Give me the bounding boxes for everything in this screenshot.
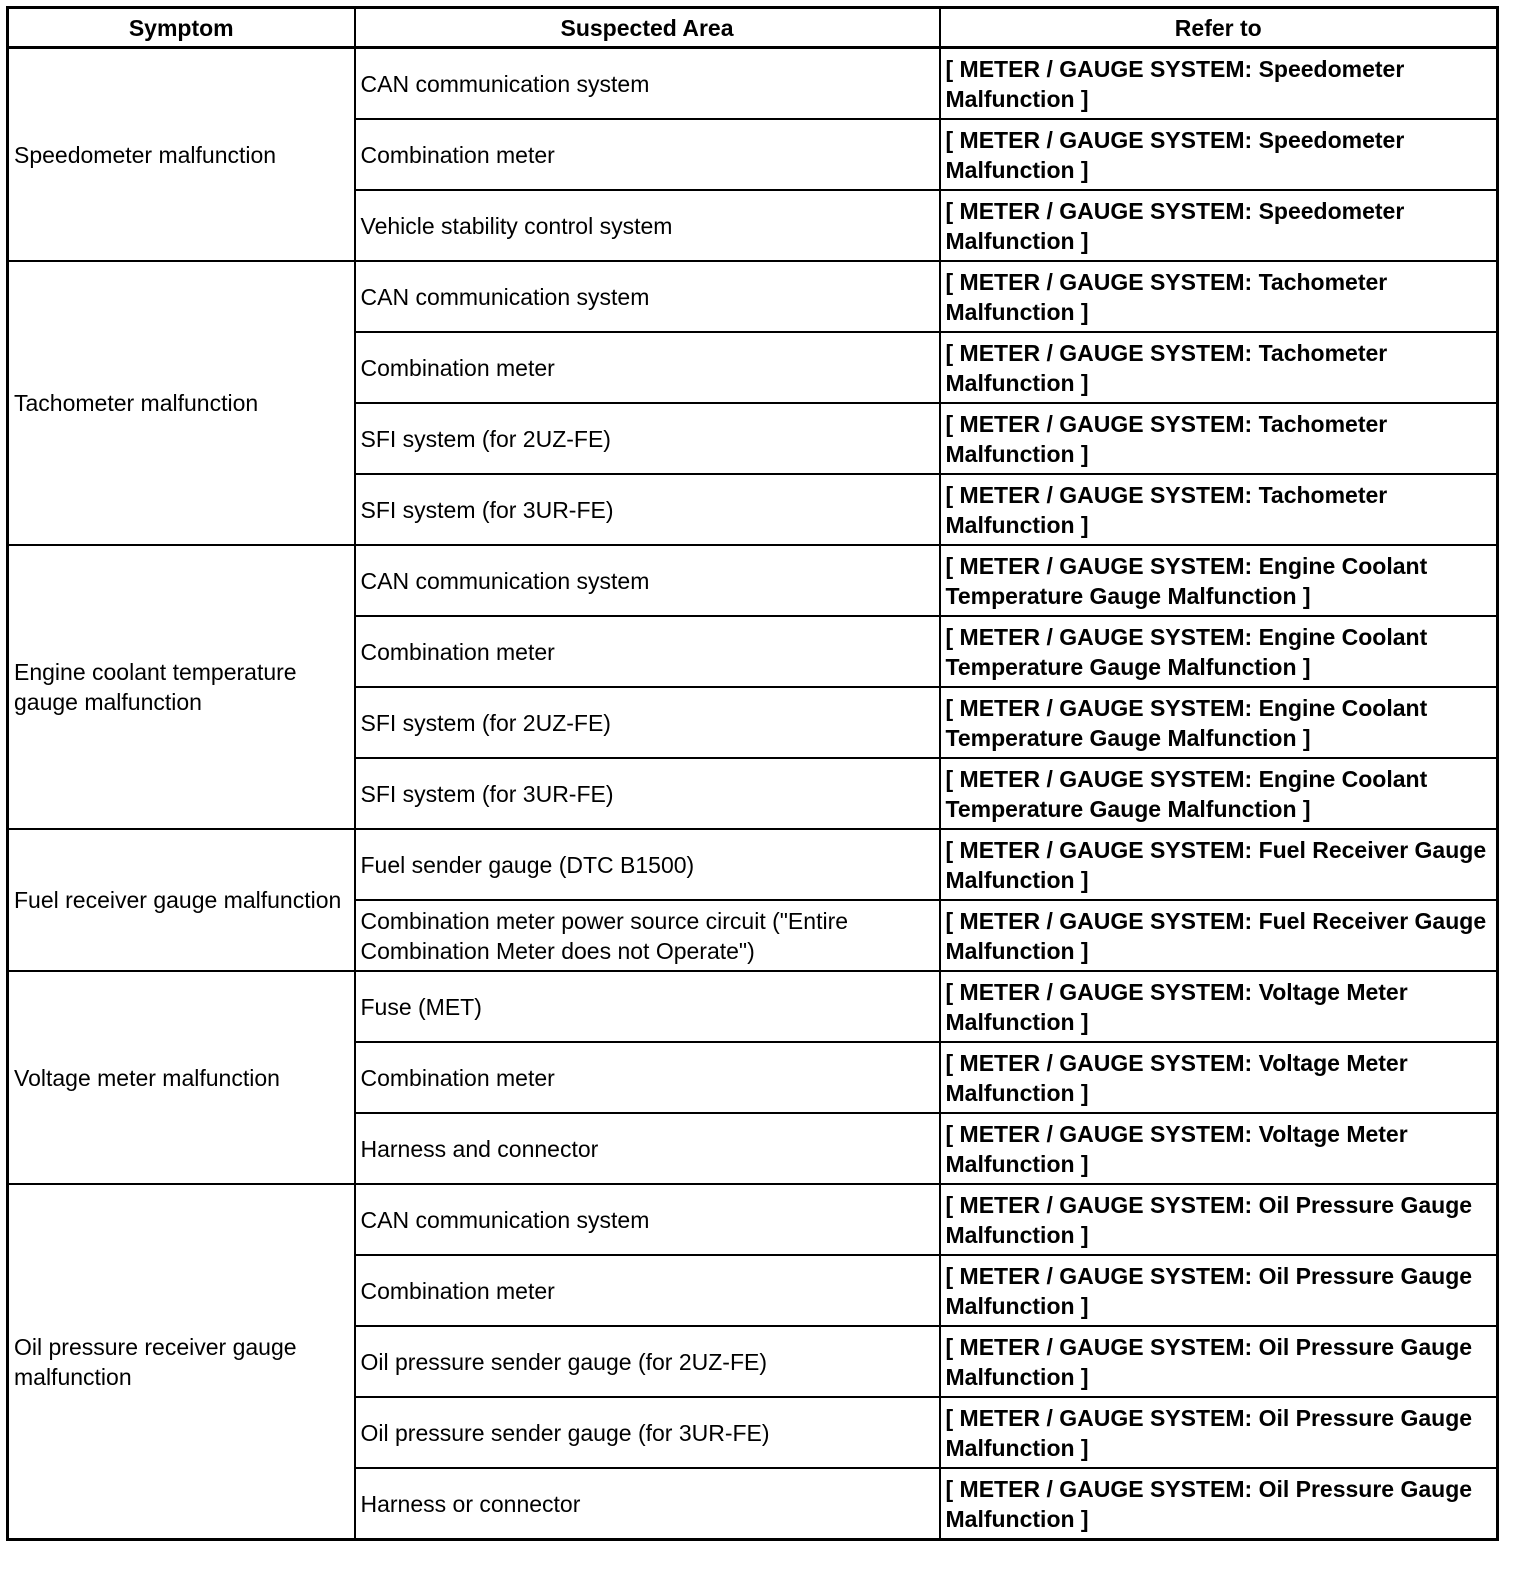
refer-to-cell: [ METER / GAUGE SYSTEM: Voltage Meter Malfunction ] bbox=[940, 971, 1498, 1042]
header-suspected-area: Suspected Area bbox=[355, 8, 940, 48]
suspected-area-cell: Oil pressure sender gauge (for 3UR-FE) bbox=[355, 1397, 940, 1468]
refer-to-cell: [ METER / GAUGE SYSTEM: Fuel Receiver Gauge Malfunction ] bbox=[940, 900, 1498, 971]
table-row bbox=[8, 971, 1498, 1042]
refer-to-cell: [ METER / GAUGE SYSTEM: Engine Coolant Temperature Gauge Malfunction ] bbox=[940, 687, 1498, 758]
suspected-area-cell: CAN communication system bbox=[355, 261, 940, 332]
symptom-cell: Oil pressure receiver gauge malfunction bbox=[8, 1184, 355, 1540]
suspected-area-cell: Vehicle stability control system bbox=[355, 190, 940, 261]
suspected-area-cell: Fuse (MET) bbox=[355, 971, 940, 1042]
header-row bbox=[8, 8, 1498, 48]
header-refer-to: Refer to bbox=[940, 8, 1498, 48]
suspected-area-cell: SFI system (for 2UZ-FE) bbox=[355, 403, 940, 474]
suspected-area-cell: CAN communication system bbox=[355, 1184, 940, 1255]
refer-to-cell: [ METER / GAUGE SYSTEM: Tachometer Malfunction ] bbox=[940, 474, 1498, 545]
header-symptom: Symptom bbox=[8, 8, 355, 48]
symptom-cell: Speedometer malfunction bbox=[8, 48, 355, 262]
refer-to-cell: [ METER / GAUGE SYSTEM: Fuel Receiver Gauge Malfunction ] bbox=[940, 829, 1498, 900]
suspected-area-cell: CAN communication system bbox=[355, 545, 940, 616]
suspected-area-cell: SFI system (for 2UZ-FE) bbox=[355, 687, 940, 758]
table-body bbox=[8, 48, 1498, 1540]
suspected-area-cell: Harness or connector bbox=[355, 1468, 940, 1540]
refer-to-cell: [ METER / GAUGE SYSTEM: Voltage Meter Malfunction ] bbox=[940, 1042, 1498, 1113]
symptom-table-container bbox=[6, 6, 1499, 1541]
table-row bbox=[8, 261, 1498, 332]
refer-to-cell: [ METER / GAUGE SYSTEM: Oil Pressure Gauge Malfunction ] bbox=[940, 1255, 1498, 1326]
suspected-area-cell: SFI system (for 3UR-FE) bbox=[355, 474, 940, 545]
table-row bbox=[8, 545, 1498, 616]
refer-to-cell: [ METER / GAUGE SYSTEM: Speedometer Malfunction ] bbox=[940, 48, 1498, 120]
table-row bbox=[8, 48, 1498, 120]
refer-to-cell: [ METER / GAUGE SYSTEM: Oil Pressure Gauge Malfunction ] bbox=[940, 1326, 1498, 1397]
refer-to-cell: [ METER / GAUGE SYSTEM: Tachometer Malfunction ] bbox=[940, 261, 1498, 332]
symptom-cell: Fuel receiver gauge malfunction bbox=[8, 829, 355, 971]
symptom-cell: Voltage meter malfunction bbox=[8, 971, 355, 1184]
refer-to-cell: [ METER / GAUGE SYSTEM: Engine Coolant Temperature Gauge Malfunction ] bbox=[940, 545, 1498, 616]
suspected-area-cell: Combination meter bbox=[355, 332, 940, 403]
symptom-table bbox=[6, 6, 1499, 1541]
refer-to-cell: [ METER / GAUGE SYSTEM: Engine Coolant Temperature Gauge Malfunction ] bbox=[940, 616, 1498, 687]
symptom-cell: Tachometer malfunction bbox=[8, 261, 355, 545]
suspected-area-cell: CAN communication system bbox=[355, 48, 940, 120]
refer-to-cell: [ METER / GAUGE SYSTEM: Engine Coolant Temperature Gauge Malfunction ] bbox=[940, 758, 1498, 829]
suspected-area-cell: SFI system (for 3UR-FE) bbox=[355, 758, 940, 829]
table-row bbox=[8, 1184, 1498, 1255]
symptom-cell: Engine coolant temperature gauge malfunction bbox=[8, 545, 355, 829]
table-row bbox=[8, 829, 1498, 900]
suspected-area-cell: Fuel sender gauge (DTC B1500) bbox=[355, 829, 940, 900]
suspected-area-cell: Combination meter power source circuit ("Entire Combination Meter does not Operate") bbox=[355, 900, 940, 971]
suspected-area-cell: Oil pressure sender gauge (for 2UZ-FE) bbox=[355, 1326, 940, 1397]
refer-to-cell: [ METER / GAUGE SYSTEM: Tachometer Malfunction ] bbox=[940, 403, 1498, 474]
suspected-area-cell: Combination meter bbox=[355, 119, 940, 190]
refer-to-cell: [ METER / GAUGE SYSTEM: Oil Pressure Gauge Malfunction ] bbox=[940, 1468, 1498, 1540]
refer-to-cell: [ METER / GAUGE SYSTEM: Tachometer Malfunction ] bbox=[940, 332, 1498, 403]
refer-to-cell: [ METER / GAUGE SYSTEM: Oil Pressure Gauge Malfunction ] bbox=[940, 1397, 1498, 1468]
suspected-area-cell: Combination meter bbox=[355, 1255, 940, 1326]
refer-to-cell: [ METER / GAUGE SYSTEM: Voltage Meter Malfunction ] bbox=[940, 1113, 1498, 1184]
refer-to-cell: [ METER / GAUGE SYSTEM: Oil Pressure Gauge Malfunction ] bbox=[940, 1184, 1498, 1255]
suspected-area-cell: Harness and connector bbox=[355, 1113, 940, 1184]
refer-to-cell: [ METER / GAUGE SYSTEM: Speedometer Malfunction ] bbox=[940, 119, 1498, 190]
suspected-area-cell: Combination meter bbox=[355, 1042, 940, 1113]
suspected-area-cell: Combination meter bbox=[355, 616, 940, 687]
refer-to-cell: [ METER / GAUGE SYSTEM: Speedometer Malfunction ] bbox=[940, 190, 1498, 261]
